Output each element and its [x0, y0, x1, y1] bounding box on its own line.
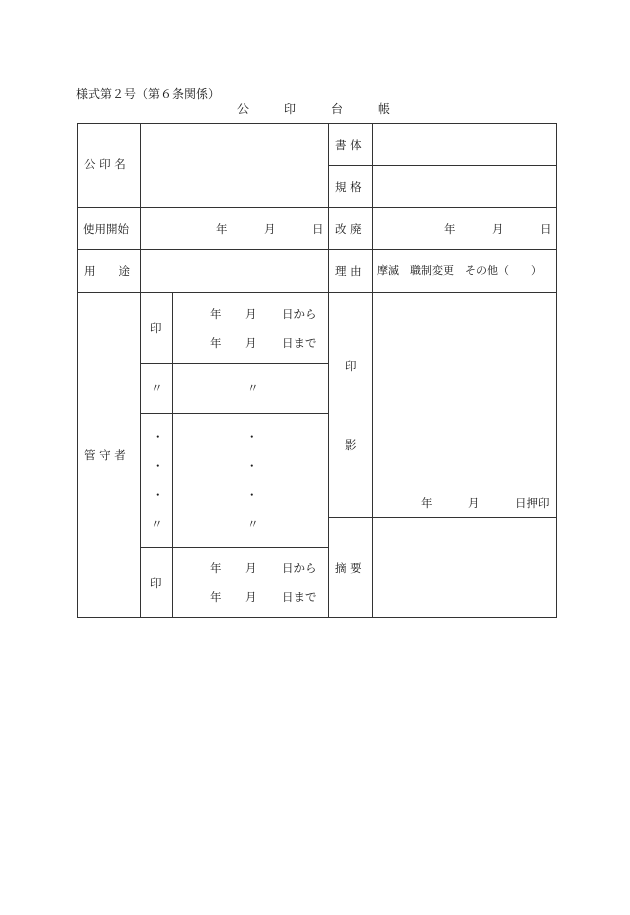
label-typeface: 書 体 — [335, 138, 362, 152]
title-char-1: 公 — [237, 102, 250, 116]
from-month-2: 月 — [245, 561, 257, 575]
ditto-mark-right: 〃 — [247, 381, 259, 395]
stamp-date-suffix: 日押印 — [515, 496, 550, 510]
revision-year: 年 — [444, 222, 456, 236]
from-suffix-1: 日から — [282, 307, 317, 321]
label-reason: 理 由 — [335, 264, 362, 278]
title-char-2: 印 — [284, 102, 297, 116]
title-char-3: 台 — [331, 102, 344, 116]
stamp-month: 月 — [468, 496, 480, 510]
rule-cust-2 — [140, 413, 329, 414]
seal-mark-2: 印 — [150, 576, 162, 590]
start-year: 年 — [216, 222, 228, 236]
label-impression-1: 印 — [345, 359, 357, 373]
until-year-2: 年 — [210, 590, 222, 604]
col-rule-mid — [328, 123, 329, 618]
form-number: 様式第２号（第６条関係） — [76, 87, 221, 101]
border-bottom — [77, 617, 557, 618]
rule-seal-name — [77, 207, 557, 208]
rule-purpose — [77, 292, 557, 293]
until-month-1: 月 — [245, 336, 257, 350]
ditto-mark-left: 〃 — [151, 381, 163, 395]
label-dimensions: 規 格 — [335, 180, 362, 194]
label-summary: 摘 要 — [335, 561, 362, 575]
col-rule-custodian — [172, 292, 173, 618]
rule-start — [77, 249, 557, 250]
until-suffix-1: 日まで — [282, 336, 317, 350]
label-purpose: 用 途 — [84, 264, 130, 278]
dot-right-1: ・ — [246, 430, 258, 444]
from-year-2: 年 — [210, 561, 222, 575]
from-year-1: 年 — [210, 307, 222, 321]
ditto-right-3: 〃 — [247, 517, 259, 531]
until-suffix-2: 日まで — [282, 590, 317, 604]
seal-mark-1: 印 — [150, 321, 162, 335]
label-custodian: 管 守 者 — [84, 448, 126, 462]
col-rule-right-label — [372, 123, 373, 618]
from-month-1: 月 — [245, 307, 257, 321]
dot-left-1: ・ — [152, 430, 164, 444]
dot-left-3: ・ — [152, 488, 164, 502]
border-left — [77, 123, 78, 618]
ditto-left-3: 〃 — [151, 517, 163, 531]
revision-day: 日 — [540, 222, 552, 236]
start-day: 日 — [312, 222, 324, 236]
until-year-1: 年 — [210, 336, 222, 350]
dot-left-2: ・ — [152, 459, 164, 473]
stamp-year: 年 — [421, 496, 433, 510]
label-seal-name: 公 印 名 — [84, 157, 126, 171]
reason-options: 摩滅 職制変更 その他（ ） — [377, 264, 542, 277]
label-start-date: 使用開始 — [83, 222, 129, 236]
revision-month: 月 — [492, 222, 504, 236]
col-rule-label — [140, 123, 141, 618]
rule-impression — [328, 517, 556, 518]
border-top — [77, 123, 557, 124]
label-impression-2: 影 — [345, 438, 357, 452]
dot-right-2: ・ — [246, 459, 258, 473]
rule-cust-3 — [140, 547, 329, 548]
rule-cust-1 — [140, 363, 329, 364]
rule-typeface — [328, 165, 556, 166]
until-month-2: 月 — [245, 590, 257, 604]
title-char-4: 帳 — [378, 102, 391, 116]
from-suffix-2: 日から — [282, 561, 317, 575]
dot-right-3: ・ — [246, 488, 258, 502]
border-right — [556, 123, 557, 618]
start-month: 月 — [264, 222, 276, 236]
label-revision: 改 廃 — [335, 222, 362, 236]
